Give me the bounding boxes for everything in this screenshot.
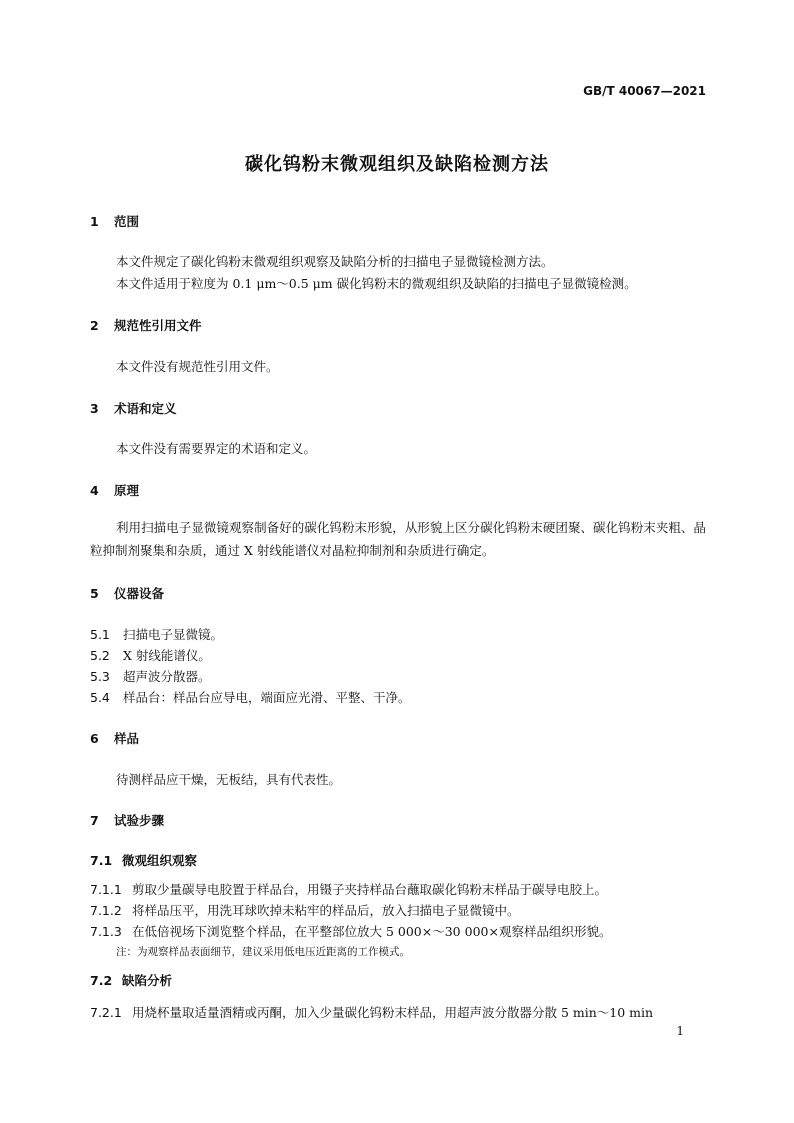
document-title: 碳化钨粉末微观组织及缺陷检测方法 — [245, 154, 549, 175]
item-text: 样品台：样品台应导电，端面应光滑、平整、干净。 — [123, 690, 411, 705]
section-heading-3 — [90, 399, 177, 417]
section-number: 5 — [90, 586, 99, 601]
section-title: 规范性引用文件 — [114, 318, 202, 333]
subsection-heading-7-2 — [90, 971, 172, 989]
item-text: 用烧杯量取适量酒精或丙酮，加入少量碳化钨粉末样品，用超声波分散器分散 5 min～10 min — [132, 1005, 654, 1020]
list-item — [90, 1003, 653, 1021]
item-text: 剪取少量碳导电胶置于样品台，用镊子夹持样品台蘸取碳化钨粉末样品于碳导电胶上。 — [132, 882, 608, 897]
subsection-title: 微观组织观察 — [122, 853, 198, 868]
list-item — [90, 688, 411, 706]
section-number: 2 — [90, 318, 99, 333]
item-text: 在低倍视场下浏览整个样品，在平整部位放大 5 000×～30 000×观察样品组织形貌。 — [132, 924, 612, 939]
page-number: 1 — [676, 1024, 684, 1038]
item-text: 超声波分散器。 — [123, 669, 211, 684]
list-item — [90, 646, 211, 664]
section-heading-5 — [90, 584, 164, 602]
subsection-heading-7-1 — [90, 851, 197, 869]
item-number: 5.3 — [90, 669, 110, 684]
section-number: 1 — [90, 214, 99, 229]
section-heading-2 — [90, 316, 202, 334]
standard-number: GB/T 40067—2021 — [583, 84, 706, 98]
paragraph: 待测样品应干燥，无板结，具有代表性。 — [116, 772, 342, 787]
section-number: 4 — [90, 483, 99, 498]
paragraph: 本文件没有规范性引用文件。 — [116, 359, 279, 374]
section-title: 试验步骤 — [114, 813, 165, 828]
paragraph: 利用扫描电子显微镜观察制备好的碳化钨粉末形貌，从形貌上区分碳化钨粉末硬团聚、碳化钨粉末夹粗、晶粒抑制剂聚集和杂质，通过 X 射线能谱仪对晶粒抑制剂和杂质进行确定。 — [90, 520, 706, 558]
section-title: 范围 — [114, 214, 140, 229]
paragraph: 本文件适用于粒度为 0.1 μm～0.5 μm 碳化钨粉末的微观组织及缺陷的扫描电子显微镜检测。 — [116, 276, 637, 291]
subsection-number: 7.1 — [90, 853, 113, 868]
item-number: 7.2.1 — [90, 1005, 122, 1020]
section-number: 7 — [90, 813, 99, 828]
item-number: 5.1 — [90, 627, 110, 642]
subsection-number: 7.2 — [90, 973, 113, 988]
item-number: 7.1.3 — [90, 924, 122, 939]
section-heading-6 — [90, 729, 139, 747]
section-title: 原理 — [114, 483, 140, 498]
item-text: X 射线能谱仪。 — [123, 648, 211, 663]
note: 注：为观察样品表面细节，建议采用低电压近距离的工作模式。 — [116, 946, 410, 958]
paragraph: 本文件规定了碳化钨粉末微观组织观察及缺陷分析的扫描电子显微镜检测方法。 — [116, 254, 554, 269]
section-heading-7 — [90, 811, 164, 829]
list-item — [90, 880, 607, 898]
section-title: 仪器设备 — [114, 586, 165, 601]
item-text: 将样品压平，用洗耳球吹掉未粘牢的样品后，放入扫描电子显微镜中。 — [132, 903, 520, 918]
item-number: 7.1.2 — [90, 903, 122, 918]
list-item — [90, 922, 611, 940]
section-title: 术语和定义 — [114, 401, 177, 416]
item-number: 7.1.1 — [90, 882, 122, 897]
section-title: 样品 — [114, 731, 140, 746]
section-heading-1 — [90, 212, 139, 230]
list-item — [90, 667, 211, 685]
list-item — [90, 901, 520, 919]
section-number: 6 — [90, 731, 99, 746]
subsection-title: 缺陷分析 — [122, 973, 173, 988]
item-text: 扫描电子显微镜。 — [123, 627, 224, 642]
section-heading-4 — [90, 481, 139, 499]
item-number: 5.2 — [90, 648, 110, 663]
list-item — [90, 625, 223, 643]
item-number: 5.4 — [90, 690, 110, 705]
section-number: 3 — [90, 401, 99, 416]
paragraph: 本文件没有需要界定的术语和定义。 — [116, 441, 317, 456]
